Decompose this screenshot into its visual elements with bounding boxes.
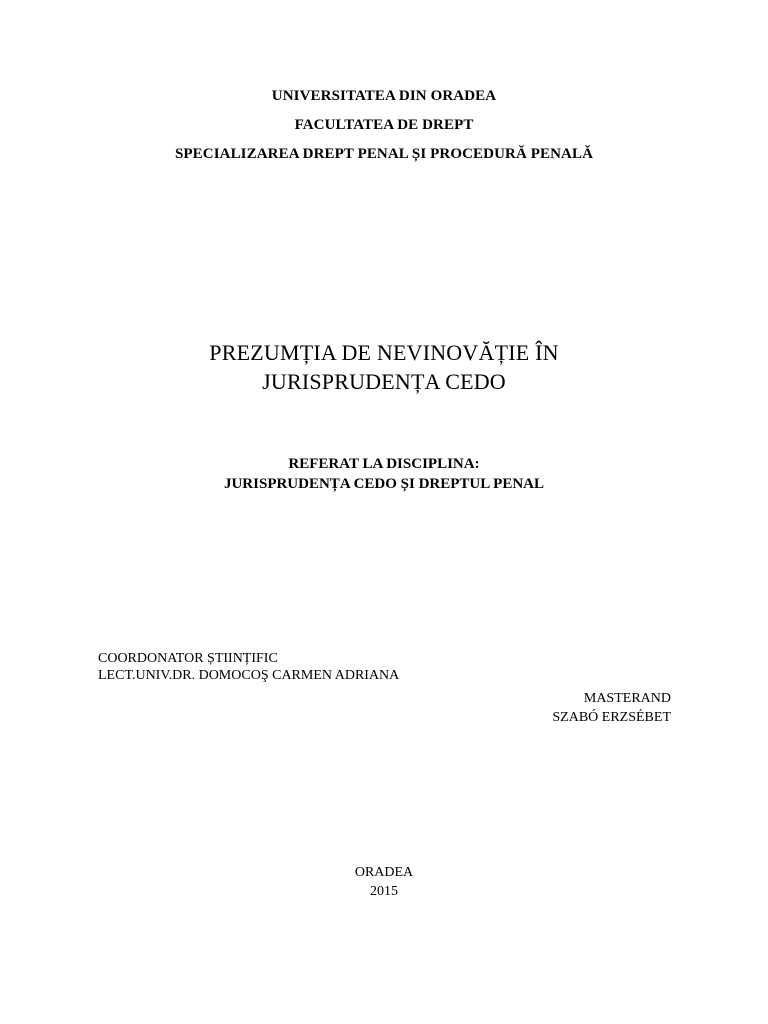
student-label: MASTERAND [583,691,671,706]
subtitle-line-1: REFERAT LA DISCIPLINA: [288,456,480,472]
university-name: UNIVERSITATEA DIN ORADEA [271,88,497,104]
footer-year: 2015 [370,884,398,899]
coordinator-label: COORDONATOR ȘTIINȚIFIC [98,651,278,666]
student-name: SZABÓ ERZSÉBET [552,710,671,725]
specialization-name: SPECIALIZAREA DREPT PENAL ȘI PROCEDURĂ PENALĂ [174,146,594,162]
footer-city: ORADEA [354,865,414,880]
document-title-line-1: PREZUMȚIA DE NEVINOVĂȚIE ÎN [209,340,559,365]
document-title-line-2: JURISPRUDENȚA CEDO [262,369,506,394]
coordinator-name: LECT.UNIV.DR. DOMOCOŞ CARMEN ADRIANA [98,668,400,683]
subtitle-line-2: JURISPRUDENȚA CEDO ȘI DREPTUL PENAL [223,476,545,492]
faculty-name: FACULTATEA DE DREPT [294,117,474,133]
